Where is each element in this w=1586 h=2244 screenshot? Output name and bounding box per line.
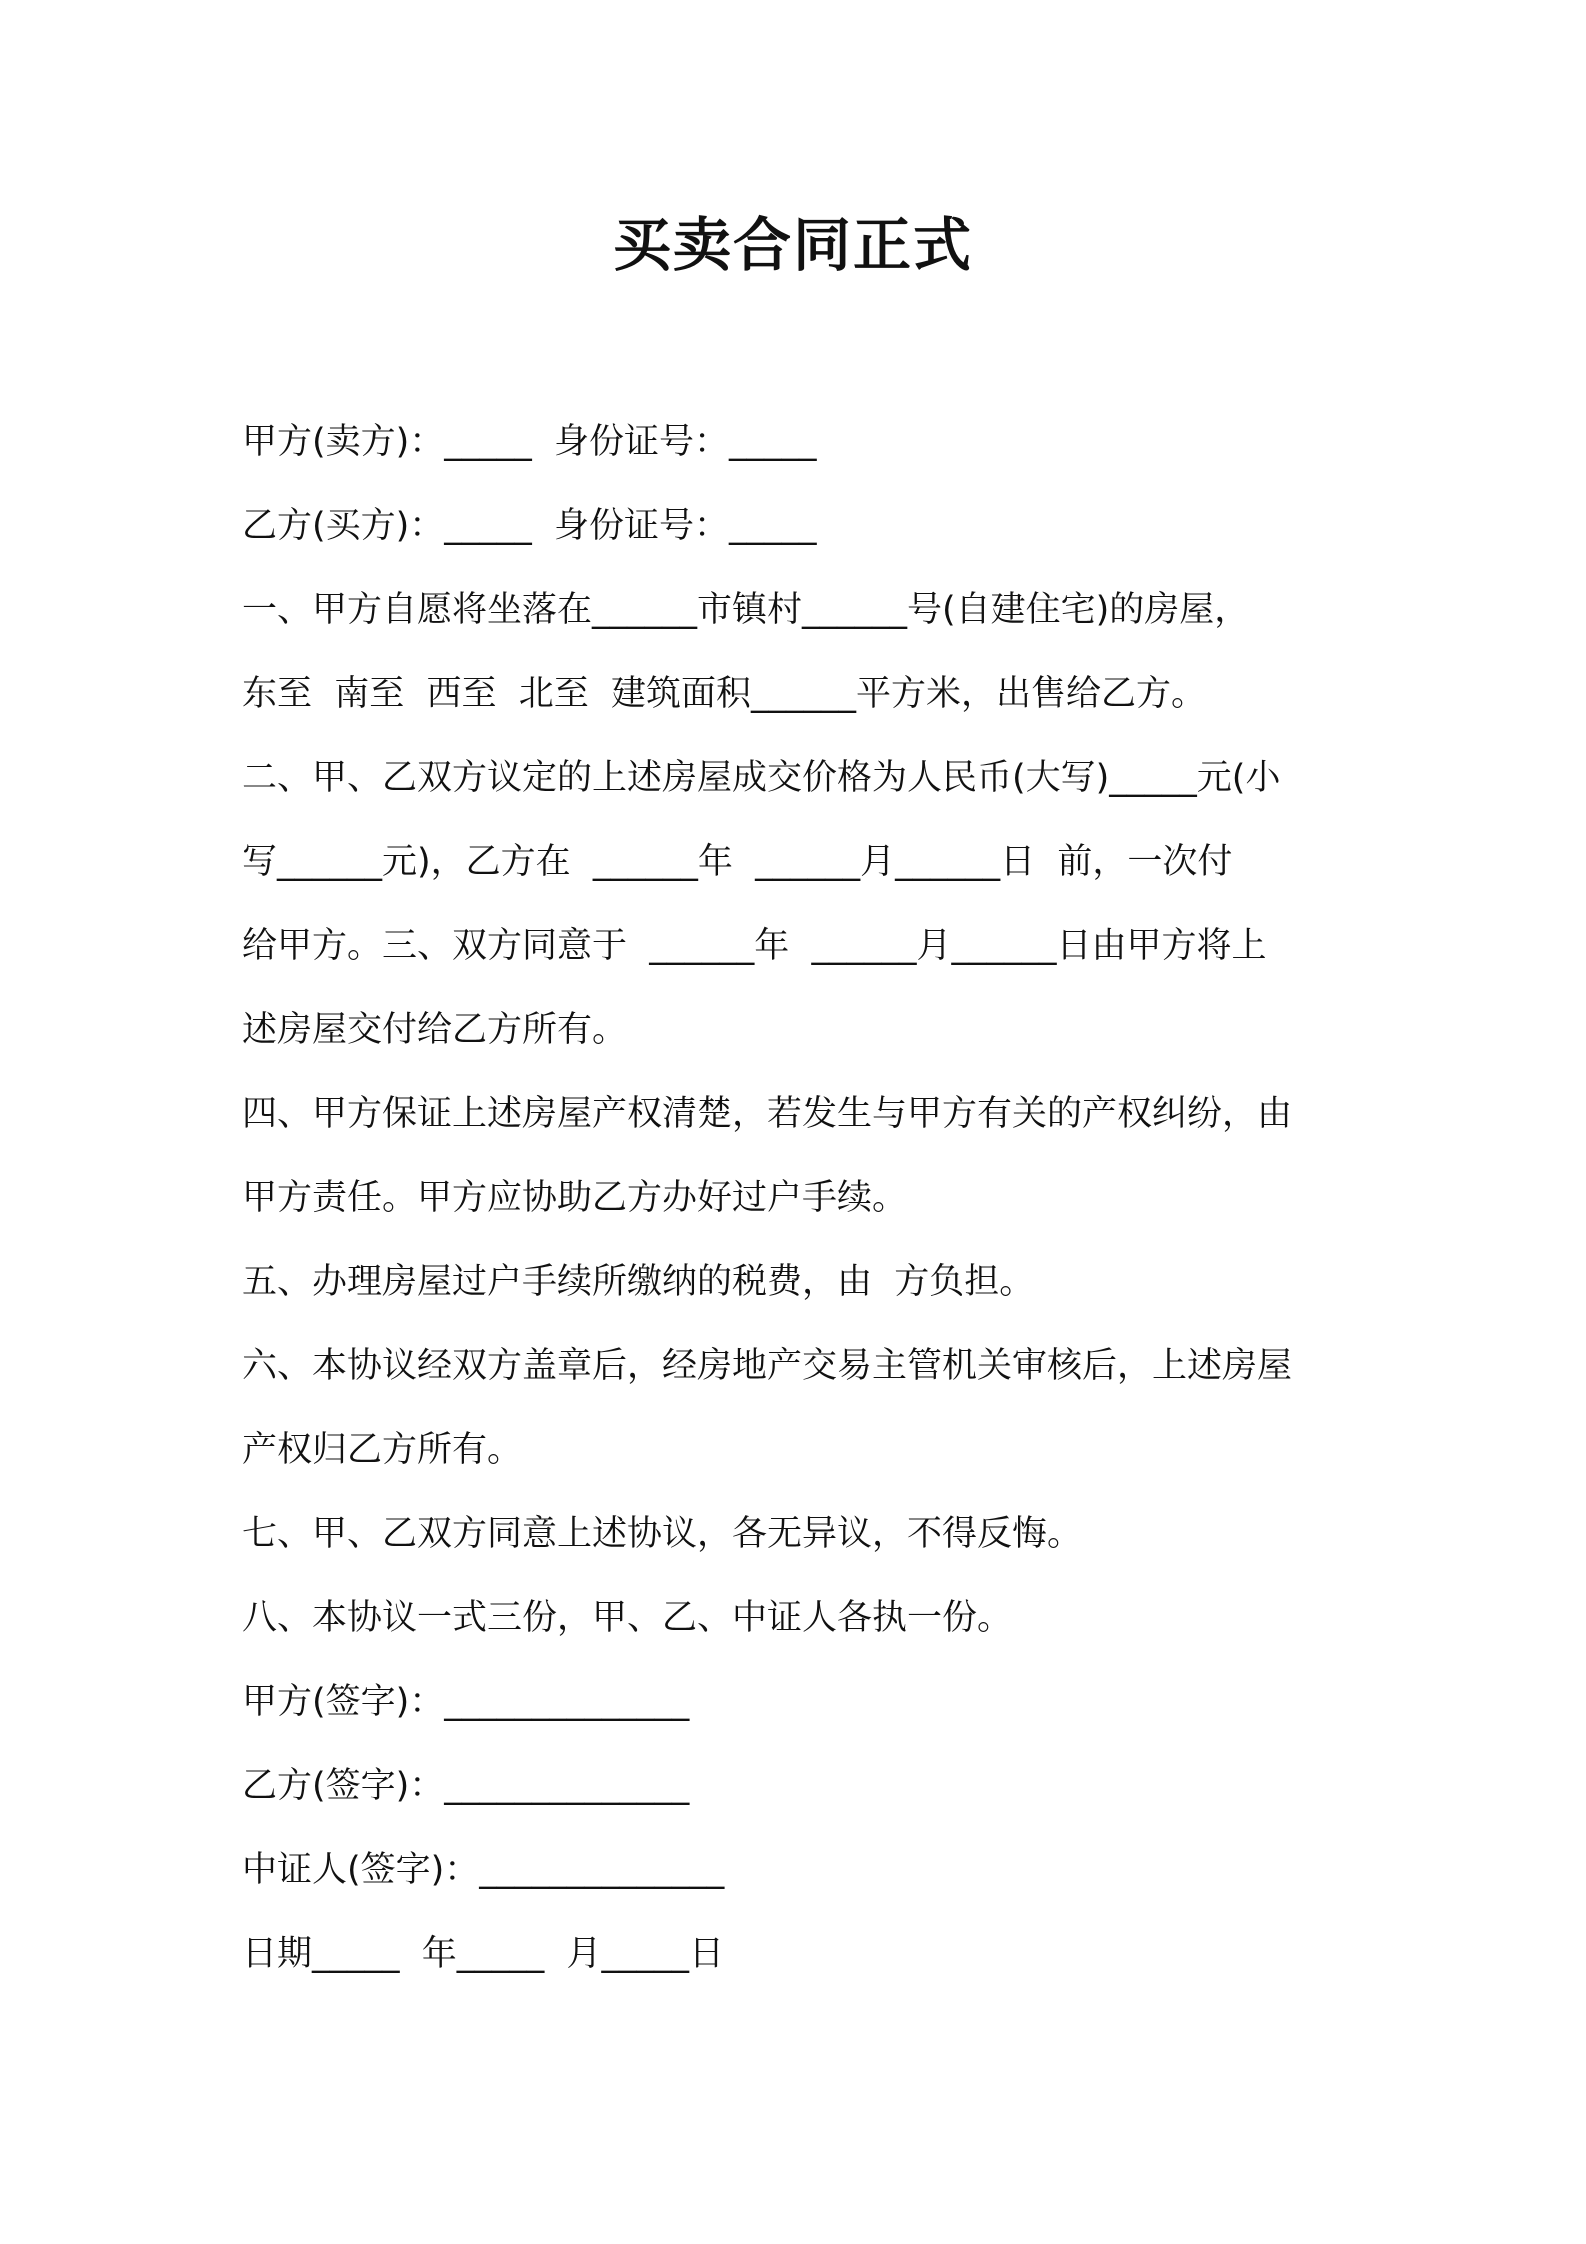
clause-2-line-1: 二、甲、乙双方议定的上述房屋成交价格为人民币(大写)_____元(小 — [242, 758, 1281, 798]
buyer-info-line: 乙方(买方)：_____ 身份证号：_____ — [242, 506, 817, 546]
clause-6-line-2: 产权归乙方所有。 — [242, 1430, 523, 1470]
clause-5-line: 五、办理房屋过户手续所缴纳的税费，由 方负担。 — [242, 1262, 1035, 1302]
clause-1-line-2: 东至 南至 西至 北至 建筑面积______平方米，出售给乙方。 — [242, 674, 1207, 714]
date-line: 日期_____ 年_____ 月_____日 — [242, 1934, 725, 1974]
clause-4-line-2: 甲方责任。甲方应协助乙方办好过户手续。 — [242, 1178, 908, 1218]
clause-1-line-1: 一、甲方自愿将坐落在______市镇村______号(自建住宅)的房屋， — [242, 590, 1250, 630]
seller-signature-line: 甲方(签字)：______________ — [242, 1682, 690, 1722]
buyer-signature-line: 乙方(签字)：______________ — [242, 1766, 690, 1806]
document-title: 买卖合同正式 — [612, 211, 973, 279]
clause-3-line-2: 述房屋交付给乙方所有。 — [242, 1010, 628, 1050]
contract-body — [242, 400, 1362, 1996]
clause-2-line-2: 写______元)，乙方在 ______年 ______月______日 前，一次付 — [242, 842, 1233, 882]
clause-3-line-1: 给甲方。三、双方同意于 ______年 ______月______日由甲方将上 — [242, 926, 1267, 966]
clause-8-line: 八、本协议一式三份，甲、乙、中证人各执一份。 — [242, 1598, 1013, 1638]
seller-info-line: 甲方(卖方)：_____ 身份证号：_____ — [242, 422, 817, 462]
clause-4-line-1: 四、甲方保证上述房屋产权清楚，若发生与甲方有关的产权纠纷，由 — [242, 1094, 1293, 1134]
clause-6-line-1: 六、本协议经双方盖章后，经房地产交易主管机关审核后，上述房屋 — [242, 1346, 1293, 1386]
witness-signature-line: 中证人(签字)：______________ — [242, 1850, 725, 1890]
clause-7-line: 七、甲、乙双方同意上述协议，各无异议，不得反悔。 — [242, 1514, 1083, 1554]
